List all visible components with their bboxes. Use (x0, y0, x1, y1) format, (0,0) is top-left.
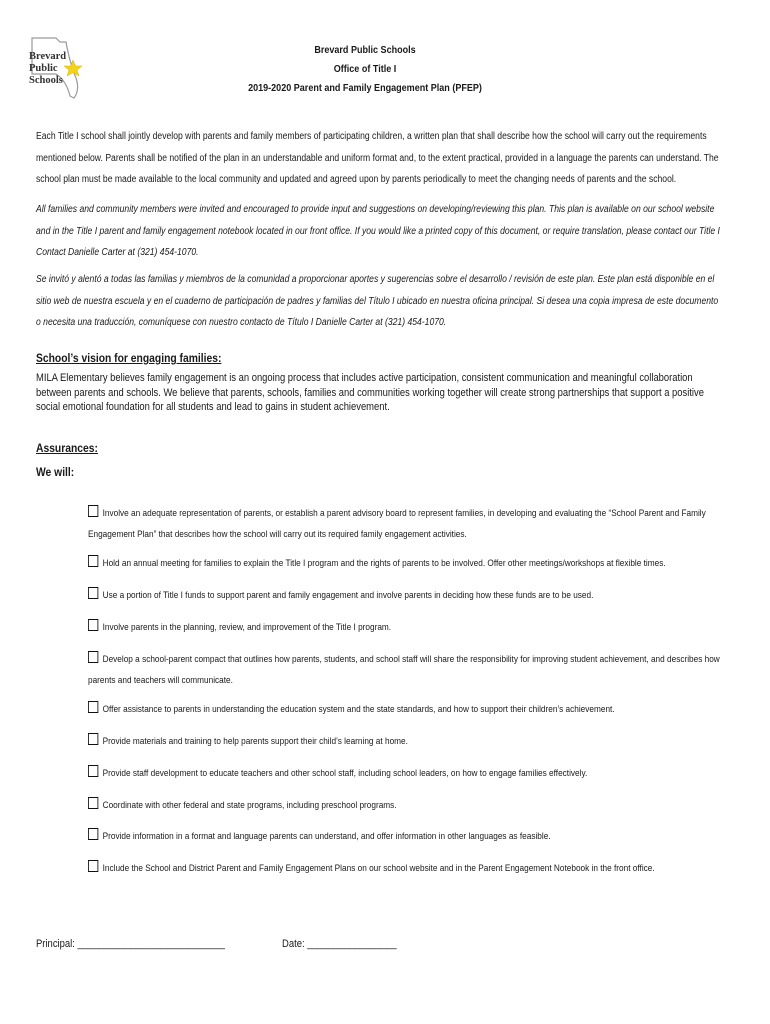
assurance-item: Use a portion of Title I funds to support parent and family engagement and involve parents in deciding how these funds are to be used. (88, 586, 739, 607)
assurance-item: Include the School and District Parent and Family Engagement Plans on our school website and in the Parent Engagement Notebook in the front office. (88, 859, 739, 880)
header-organization: Brevard Public Schools (314, 44, 416, 56)
principal-signature-line[interactable]: Principal: ____________________________ (36, 938, 225, 950)
notice-english: All families and community members were invited and encouraged to provide input and suggestions on developing/reviewing this plan. This plan is available on our school website and in the Title I parent and family engagement notebook located in our front office. If you would like a printed copy of this document, or require translation, please contact our Title I Contact Danielle Carter at (321) 454-1070. (36, 204, 720, 258)
brevard-logo (26, 34, 86, 102)
assurance-item: Offer assistance to parents in understanding the education system and the state standards, and how to support their children’s achievement. (88, 700, 739, 721)
notice-spanish: Se invitó y alentó a todas las familias y miembros de la comunidad a proporcionar aportes y sugerencias sobre el desarrollo / revisión de este plan. Este plan está disponible en el sitio web de nuestra escuela y en el cuaderno de participación de padres y familias del Título I ubicado en nuestra oficina principal. Si desea una copia impresa de este documento o necesita una traducción, comuníquese con nuestro contacto de Título I Danielle Carter at (321) 454-1070. (36, 274, 719, 328)
document-header (223, 41, 507, 98)
header-plan-title: 2019-2020 Parent and Family Engagement Plan (PFEP) (248, 82, 482, 94)
logo-line-1: Brevard (29, 51, 67, 62)
assurance-checkbox[interactable] (88, 828, 98, 840)
we-will-subheading: We will: (36, 465, 75, 479)
header-office: Office of Title I (333, 63, 397, 75)
logo-line-3: Schools (29, 75, 63, 86)
assurance-item: Involve parents in the planning, review, and improvement of the Title I program. (88, 618, 739, 639)
assurance-checkbox[interactable] (88, 587, 98, 599)
assurance-checkbox[interactable] (88, 619, 98, 631)
vision-heading: School’s vision for engaging families: (36, 351, 222, 365)
assurance-item: Hold an annual meeting for families to explain the Title I program and the rights of parents to be involved. Offer other meetings/workshops at flexible times. (88, 554, 739, 575)
assurance-item: Provide staff development to educate teachers and other school staff, including school leaders, on how to engage families effectively. (88, 764, 739, 785)
assurance-item: Involve an adequate representation of parents, or establish a parent advisory board to represent families, in developing and evaluating the “School Parent and Family Engagement Plan” that describes how the school will carry out its required family engagement activities. (88, 504, 739, 545)
assurance-item: Develop a school-parent compact that outlines how parents, students, and school staff will share the responsibility for improving student achievement, and describes how parents and teachers will communicate. (88, 650, 739, 691)
assurance-checkbox[interactable] (88, 651, 98, 663)
assurance-checkbox[interactable] (88, 860, 98, 872)
assurance-checkbox[interactable] (88, 797, 98, 809)
vision-text: MILA Elementary believes family engagement is an ongoing process that includes active participation, consistent communication and meaningful collaboration between parents and schools. We believe that parents, schools, families and communities working together will create strong partnerships that support a positive social emotional foundation for all students and lead to gains in student achievement. (36, 372, 704, 413)
assurances-heading: Assurances: (36, 441, 98, 455)
assurance-checkbox[interactable] (88, 555, 98, 567)
intro-paragraph: Each Title I school shall jointly develop with parents and family members of participating children, a written plan that shall describe how the school will carry out the requirements mentioned below. Parents shall be notified of the plan in an understandable and uniform format and, to the extent practical, provided in a language the parents can understand. The school plan must be made available to the local community and updated and agreed upon by parents periodically to meet the changing needs of parents and the school. (36, 131, 719, 185)
logo-line-2: Public (29, 63, 58, 74)
assurance-item: Provide information in a format and language parents can understand, and offer information in other languages as feasible. (88, 827, 739, 848)
assurance-item: Coordinate with other federal and state programs, including preschool programs. (88, 796, 739, 817)
assurance-checkbox[interactable] (88, 765, 98, 777)
assurance-checkbox[interactable] (88, 733, 98, 745)
date-signature-line[interactable]: Date: _________________ (282, 938, 397, 950)
assurance-checkbox[interactable] (88, 701, 98, 713)
assurance-checkbox[interactable] (88, 505, 98, 517)
assurance-item: Provide materials and training to help parents support their child’s learning at home. (88, 732, 739, 753)
